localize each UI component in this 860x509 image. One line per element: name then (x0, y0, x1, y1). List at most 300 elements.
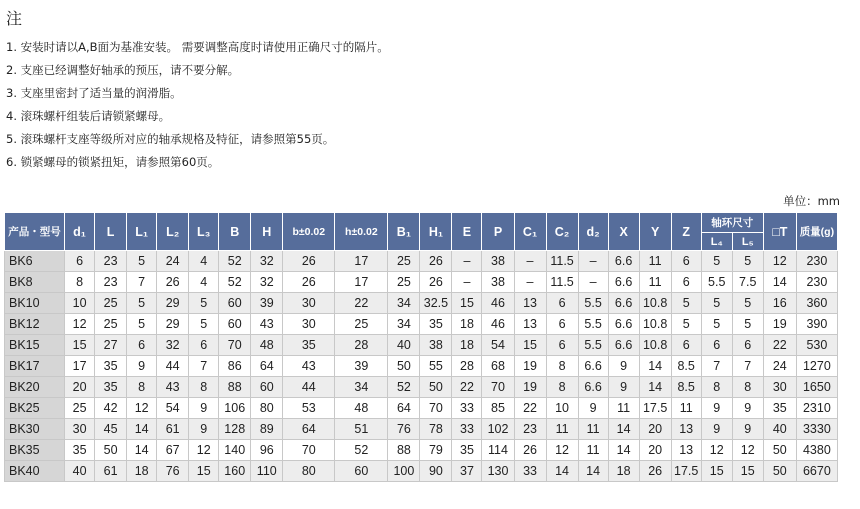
col-header-E: E (452, 213, 482, 251)
table-row (5, 314, 838, 335)
table-cell: 89 (251, 419, 283, 440)
table-cell: 38 (482, 272, 514, 293)
table-cell: 12 (546, 440, 578, 461)
table-cell: 79 (420, 440, 452, 461)
col-header-L: L (95, 213, 127, 251)
table-cell: 22 (452, 377, 482, 398)
table-cell: 6.6 (608, 293, 639, 314)
model-cell: BK40 (5, 461, 65, 482)
table-cell: 9 (189, 419, 219, 440)
note-item: 2. 支座已经调整好轴承的预压，请不要分解。 (6, 63, 240, 77)
table-cell: 5 (127, 314, 157, 335)
table-cell: 11 (608, 398, 639, 419)
table-cell: 9 (732, 419, 763, 440)
note-item: 1. 安装时请以A,B面为基准安装。 需要调整高度时请使用正确尺寸的隔片。 (6, 40, 389, 54)
table-cell: 19 (514, 377, 546, 398)
model-cell: BK12 (5, 314, 65, 335)
table-cell: 11.5 (546, 251, 578, 272)
table-cell: 34 (388, 314, 420, 335)
table-cell: 13 (671, 440, 701, 461)
table-cell: 10.8 (639, 335, 671, 356)
table-cell: 11 (578, 440, 608, 461)
table-cell: 6 (732, 335, 763, 356)
table-cell: 8 (65, 272, 95, 293)
table-cell: 42 (95, 398, 127, 419)
table-cell: 55 (420, 356, 452, 377)
note-item: 3. 支座里密封了适当量的润滑脂。 (6, 86, 182, 100)
table-cell: 10 (65, 293, 95, 314)
table-cell: 60 (219, 293, 251, 314)
table-cell: 5 (189, 293, 219, 314)
table-cell: 35 (95, 377, 127, 398)
table-cell: – (578, 272, 608, 293)
table-cell: 68 (482, 356, 514, 377)
table-cell: 18 (452, 335, 482, 356)
table-cell: 26 (639, 461, 671, 482)
table-cell: 9 (127, 356, 157, 377)
table-cell: 17 (335, 272, 388, 293)
col-header-d1: d₁ (65, 213, 95, 251)
table-cell: 43 (157, 377, 189, 398)
table-cell: 8 (701, 377, 732, 398)
table-cell: 110 (251, 461, 283, 482)
table-cell: 11 (671, 398, 701, 419)
table-cell: 8 (127, 377, 157, 398)
table-cell: 18 (452, 314, 482, 335)
table-cell: 17.5 (671, 461, 701, 482)
table-cell: 25 (65, 398, 95, 419)
table-cell: 14 (578, 461, 608, 482)
table-cell: 80 (283, 461, 335, 482)
table-cell: 50 (763, 461, 796, 482)
table-cell: 85 (482, 398, 514, 419)
table-row (5, 272, 838, 293)
table-cell: 51 (335, 419, 388, 440)
table-cell: 17 (65, 356, 95, 377)
table-cell: 15 (452, 293, 482, 314)
table-cell: 530 (796, 335, 837, 356)
table-body (5, 251, 838, 482)
table-cell: 12 (65, 314, 95, 335)
col-header-H: H (251, 213, 283, 251)
table-cell: 8 (732, 377, 763, 398)
table-cell: 5.5 (701, 272, 732, 293)
col-header-Y: Y (639, 213, 671, 251)
table-cell: 14 (127, 440, 157, 461)
table-cell: 11 (639, 251, 671, 272)
table-cell: 17.5 (639, 398, 671, 419)
table-cell: 23 (514, 419, 546, 440)
table-cell: 23 (95, 251, 127, 272)
table-cell: 35 (283, 335, 335, 356)
table-cell: 40 (65, 461, 95, 482)
table-cell: 26 (157, 272, 189, 293)
table-row (5, 440, 838, 461)
table-cell: 14 (763, 272, 796, 293)
table-cell: 28 (335, 335, 388, 356)
table-cell: 390 (796, 314, 837, 335)
table-cell: 17 (335, 251, 388, 272)
table-cell: 22 (763, 335, 796, 356)
col-header-B1: B₁ (388, 213, 420, 251)
table-cell: 8.5 (671, 377, 701, 398)
table-cell: 26 (420, 251, 452, 272)
table-cell: 37 (452, 461, 482, 482)
table-cell: 33 (452, 398, 482, 419)
table-cell: 78 (420, 419, 452, 440)
spec-table (4, 212, 838, 482)
col-header-mass: 质量(g) (796, 213, 837, 251)
note-item: 6. 锁紧螺母的锁紧扭矩，请参照第60页。 (6, 155, 220, 169)
table-row (5, 335, 838, 356)
table-cell: 24 (157, 251, 189, 272)
table-cell: 70 (219, 335, 251, 356)
table-cell: 5 (671, 314, 701, 335)
table-cell: 9 (608, 356, 639, 377)
table-cell: 6.6 (608, 314, 639, 335)
table-cell: 128 (219, 419, 251, 440)
table-cell: 19 (763, 314, 796, 335)
table-cell: 34 (335, 377, 388, 398)
table-cell: 8 (546, 356, 578, 377)
table-cell: 50 (388, 356, 420, 377)
table-cell: 25 (335, 314, 388, 335)
table-cell: 22 (514, 398, 546, 419)
table-cell: 12 (127, 398, 157, 419)
table-cell: 7 (732, 356, 763, 377)
col-header-L1: L₁ (127, 213, 157, 251)
table-cell: 26 (283, 251, 335, 272)
table-cell: 15 (514, 335, 546, 356)
table-cell: 60 (335, 461, 388, 482)
table-cell: 14 (608, 440, 639, 461)
table-row (5, 251, 838, 272)
table-cell: 32 (251, 272, 283, 293)
table-cell: 15 (65, 335, 95, 356)
table-cell: 5 (701, 293, 732, 314)
table-cell: 60 (219, 314, 251, 335)
note-item: 4. 滚珠螺杆组装后请锁紧螺母。 (6, 109, 171, 123)
table-cell: 32 (251, 251, 283, 272)
table-cell: 102 (482, 419, 514, 440)
table-cell: 30 (65, 419, 95, 440)
table-cell: 5 (701, 251, 732, 272)
table-cell: 39 (335, 356, 388, 377)
table-cell: 11 (578, 419, 608, 440)
model-cell: BK25 (5, 398, 65, 419)
table-cell: 39 (251, 293, 283, 314)
table-cell: 100 (388, 461, 420, 482)
table-cell: 5 (671, 293, 701, 314)
table-cell: 11 (546, 419, 578, 440)
table-cell: 32 (157, 335, 189, 356)
table-cell: 5.5 (578, 335, 608, 356)
table-cell: 50 (420, 377, 452, 398)
table-cell: 4380 (796, 440, 837, 461)
model-cell: BK20 (5, 377, 65, 398)
table-cell: 9 (701, 419, 732, 440)
table-cell: 10.8 (639, 293, 671, 314)
table-cell: 28 (452, 356, 482, 377)
table-cell: 6 (189, 335, 219, 356)
table-cell: 19 (514, 356, 546, 377)
table-cell: 10.8 (639, 314, 671, 335)
table-cell: 35 (65, 440, 95, 461)
table-cell: 96 (251, 440, 283, 461)
table-cell: 14 (546, 461, 578, 482)
table-cell: 30 (283, 293, 335, 314)
table-cell: 70 (283, 440, 335, 461)
table-cell: 38 (482, 251, 514, 272)
table-cell: 8 (546, 377, 578, 398)
table-cell: 6 (127, 335, 157, 356)
notes-title: 注 (6, 9, 23, 28)
table-cell: 6.6 (608, 335, 639, 356)
table-cell: 9 (701, 398, 732, 419)
note-item: 5. 滚珠螺杆支座等级所对应的轴承规格及特征，请参照第55页。 (6, 132, 335, 146)
table-cell: 44 (283, 377, 335, 398)
table-cell: 30 (283, 314, 335, 335)
table-cell: 40 (763, 419, 796, 440)
model-cell: BK8 (5, 272, 65, 293)
table-cell: 6 (65, 251, 95, 272)
table-cell: 12 (732, 440, 763, 461)
table-cell: 130 (482, 461, 514, 482)
table-cell: 5 (189, 314, 219, 335)
table-cell: 48 (251, 335, 283, 356)
col-header-P: P (482, 213, 514, 251)
table-cell: 60 (251, 377, 283, 398)
model-cell: BK17 (5, 356, 65, 377)
table-cell: 6670 (796, 461, 837, 482)
table-cell: 6.6 (608, 272, 639, 293)
col-header-C2: C₂ (546, 213, 578, 251)
table-cell: 9 (732, 398, 763, 419)
table-cell: 160 (219, 461, 251, 482)
col-header-collar: 轴环尺寸 (701, 213, 763, 233)
table-cell: 32.5 (420, 293, 452, 314)
table-cell: 52 (335, 440, 388, 461)
table-cell: 1270 (796, 356, 837, 377)
table-cell: 14 (639, 377, 671, 398)
model-cell: BK6 (5, 251, 65, 272)
table-cell: 29 (157, 314, 189, 335)
table-cell: – (514, 251, 546, 272)
model-cell: BK10 (5, 293, 65, 314)
table-cell: 52 (219, 251, 251, 272)
table-cell: 7.5 (732, 272, 763, 293)
table-cell: 14 (608, 419, 639, 440)
table-cell: 67 (157, 440, 189, 461)
table-cell: 26 (514, 440, 546, 461)
table-cell: 1650 (796, 377, 837, 398)
table-cell: 20 (639, 419, 671, 440)
model-cell: BK30 (5, 419, 65, 440)
table-cell: 6.6 (608, 251, 639, 272)
table-cell: 70 (482, 377, 514, 398)
table-cell: 7 (189, 356, 219, 377)
unit-label: 单位：mm (783, 194, 840, 208)
table-cell: 38 (420, 335, 452, 356)
table-cell: 27 (95, 335, 127, 356)
col-header-L3: L₃ (189, 213, 219, 251)
col-header-L5: L₅ (732, 233, 763, 251)
table-cell: 35 (420, 314, 452, 335)
table-cell: 53 (283, 398, 335, 419)
table-cell: 26 (420, 272, 452, 293)
table-cell: 12 (189, 440, 219, 461)
table-cell: 12 (763, 251, 796, 272)
table-cell: 61 (95, 461, 127, 482)
table-row (5, 293, 838, 314)
table-cell: 13 (671, 419, 701, 440)
col-header-b: b±0.02 (283, 213, 335, 251)
table-cell: 13 (514, 293, 546, 314)
table-cell: 15 (732, 461, 763, 482)
table-cell: 106 (219, 398, 251, 419)
table-cell: 4 (189, 251, 219, 272)
table-cell: 80 (251, 398, 283, 419)
table-cell: 230 (796, 272, 837, 293)
table-cell: 76 (388, 419, 420, 440)
table-cell: 8.5 (671, 356, 701, 377)
table-cell: 44 (157, 356, 189, 377)
table-cell: 88 (219, 377, 251, 398)
table-cell: – (452, 272, 482, 293)
table-row (5, 398, 838, 419)
notes-list (6, 36, 389, 174)
table-row (5, 377, 838, 398)
table-cell: 35 (763, 398, 796, 419)
table-cell: 54 (482, 335, 514, 356)
table-cell: 46 (482, 314, 514, 335)
model-cell: BK15 (5, 335, 65, 356)
col-header-L2: L₂ (157, 213, 189, 251)
table-cell: 6 (671, 272, 701, 293)
col-header-B: B (219, 213, 251, 251)
col-header-X: X (608, 213, 639, 251)
table-cell: 34 (388, 293, 420, 314)
table-cell: 76 (157, 461, 189, 482)
table-cell: 64 (283, 419, 335, 440)
table-cell: 35 (452, 440, 482, 461)
table-cell: 9 (578, 398, 608, 419)
table-cell: 70 (420, 398, 452, 419)
table-cell: 9 (189, 398, 219, 419)
table-cell: – (514, 272, 546, 293)
table-cell: 86 (219, 356, 251, 377)
table-cell: 15 (701, 461, 732, 482)
table-cell: 5 (732, 251, 763, 272)
table-cell: 61 (157, 419, 189, 440)
table-cell: 33 (514, 461, 546, 482)
table-cell: 46 (482, 293, 514, 314)
col-header-C1: C₁ (514, 213, 546, 251)
table-cell: 45 (95, 419, 127, 440)
table-cell: 10 (546, 398, 578, 419)
table-cell: 4 (189, 272, 219, 293)
table-cell: – (578, 251, 608, 272)
table-cell: 14 (639, 356, 671, 377)
table-cell: 20 (65, 377, 95, 398)
table-row (5, 419, 838, 440)
table-cell: 22 (335, 293, 388, 314)
table-cell: 88 (388, 440, 420, 461)
table-cell: 20 (639, 440, 671, 461)
table-cell: 3330 (796, 419, 837, 440)
table-cell: 24 (763, 356, 796, 377)
col-header-T: □T (763, 213, 796, 251)
table-cell: 15 (189, 461, 219, 482)
table-cell: 50 (763, 440, 796, 461)
table-cell: 50 (95, 440, 127, 461)
table-cell: 18 (608, 461, 639, 482)
col-header-model: 产品・型号 (5, 213, 65, 251)
table-cell: 25 (388, 251, 420, 272)
col-header-Z: Z (671, 213, 701, 251)
table-cell: 7 (127, 272, 157, 293)
table-cell: 5.5 (578, 314, 608, 335)
table-cell: 5 (127, 251, 157, 272)
table-row (5, 356, 838, 377)
table-cell: 52 (388, 377, 420, 398)
table-cell: 114 (482, 440, 514, 461)
table-cell: 13 (514, 314, 546, 335)
table-cell: 54 (157, 398, 189, 419)
table-cell: 35 (95, 356, 127, 377)
table-cell: 29 (157, 293, 189, 314)
model-cell: BK35 (5, 440, 65, 461)
table-cell: 25 (95, 314, 127, 335)
table-cell: 64 (388, 398, 420, 419)
table-cell: 360 (796, 293, 837, 314)
table-cell: 25 (388, 272, 420, 293)
table-cell: 2310 (796, 398, 837, 419)
table-cell: 5.5 (578, 293, 608, 314)
table-cell: 25 (95, 293, 127, 314)
table-cell: 18 (127, 461, 157, 482)
table-cell: 6.6 (578, 377, 608, 398)
table-cell: 23 (95, 272, 127, 293)
table-cell: 64 (251, 356, 283, 377)
table-cell: 16 (763, 293, 796, 314)
table-cell: 6 (546, 293, 578, 314)
table-cell: 230 (796, 251, 837, 272)
table-cell: 140 (219, 440, 251, 461)
table-cell: 6.6 (578, 356, 608, 377)
table-cell: 5 (127, 293, 157, 314)
table-cell: – (452, 251, 482, 272)
table-cell: 11 (639, 272, 671, 293)
col-header-d2: d₂ (578, 213, 608, 251)
col-header-h: h±0.02 (335, 213, 388, 251)
table-cell: 8 (189, 377, 219, 398)
table-cell: 6 (671, 335, 701, 356)
table-cell: 14 (127, 419, 157, 440)
table-cell: 40 (388, 335, 420, 356)
table-cell: 48 (335, 398, 388, 419)
table-cell: 6 (546, 314, 578, 335)
table-header (5, 213, 838, 251)
table-cell: 43 (283, 356, 335, 377)
table-cell: 6 (546, 335, 578, 356)
table-cell: 90 (420, 461, 452, 482)
table-cell: 12 (701, 440, 732, 461)
table-cell: 5 (701, 314, 732, 335)
table-cell: 6 (701, 335, 732, 356)
table-cell: 52 (219, 272, 251, 293)
table-cell: 33 (452, 419, 482, 440)
